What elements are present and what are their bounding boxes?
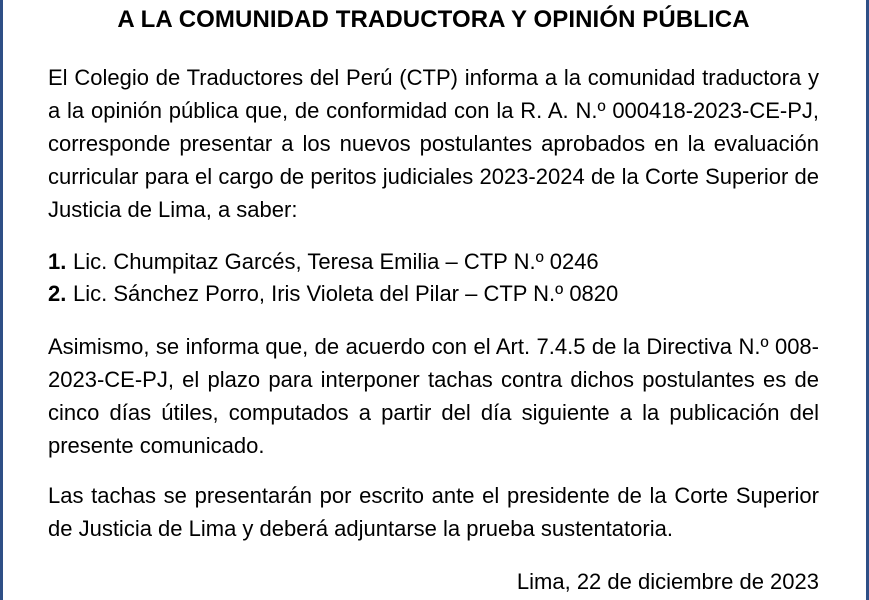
applicants-list (48, 246, 819, 310)
notice-title: A LA COMUNIDAD TRADUCTORA Y OPINIÓN PÚBLICA (117, 6, 750, 33)
objections-paragraph: Las tachas se presentarán por escrito ante el presidente de la Corte Superior de Justicia de Lima y deberá adjuntarse la prueba sustentatoria. (48, 483, 819, 541)
deadline-paragraph: Asimismo, se informa que, de acuerdo con el Art. 7.4.5 de la Directiva N.º 008-2023-CE-PJ, el plazo para interponer tachas contra dichos postulantes es de cinco días útiles, computados a partir del día siguiente a la publicación del presente comunicado. (48, 334, 819, 458)
list-item (48, 278, 819, 310)
list-item (48, 246, 819, 278)
list-item-text: Lic. Chumpitaz Garcés, Teresa Emilia – CTP N.º 0246 (73, 249, 599, 274)
list-item-text: Lic. Sánchez Porro, Iris Violeta del Pilar – CTP N.º 0820 (73, 281, 619, 306)
date-line: Lima, 22 de diciembre de 2023 (516, 569, 819, 594)
list-item-number: 2. (48, 281, 67, 306)
list-item-number: 1. (48, 249, 67, 274)
intro-paragraph: El Colegio de Traductores del Perú (CTP) informa a la comunidad traductora y a la opinión pública que, de conformidad con la R. A. N.º 000418-2023-CE-PJ, corresponde presentar a los nuevos postulantes aprobados en la evaluación curricular para el cargo de peritos judiciales 2023-2024 de la Corte Superior de Justicia de Lima, a saber: (48, 65, 819, 222)
